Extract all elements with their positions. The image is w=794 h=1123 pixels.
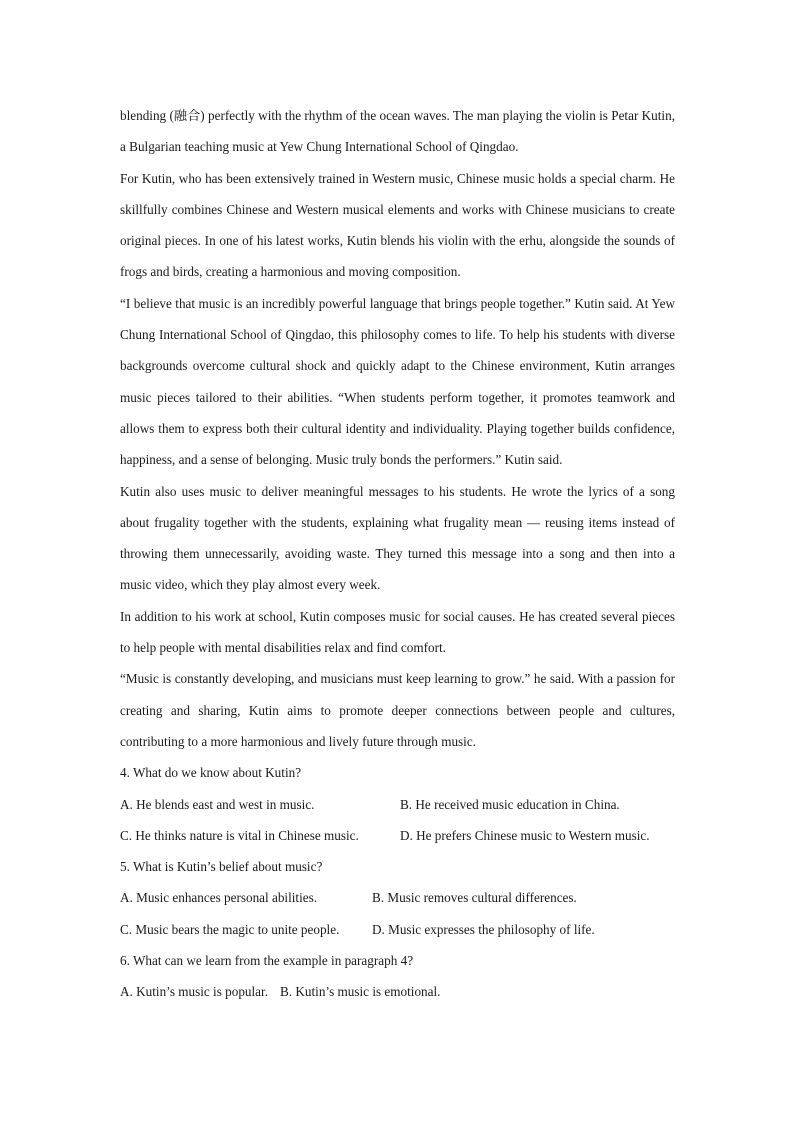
option-a: A. Music enhances personal abilities. [120, 890, 318, 906]
question-stem: 6. What can we learn from the example in paragraph 4? [120, 953, 414, 969]
question-stem: 5. What is Kutin’s belief about music? [120, 859, 323, 875]
option-row [120, 914, 675, 945]
option-a: A. He blends east and west in music. [120, 796, 315, 812]
option-b: B. Music removes cultural differences. [372, 890, 577, 906]
paragraph: “Music is constantly developing, and musicians must keep learning to grow.” he said. With a passion for creating and sharing, Kutin aims to promote deeper connections between people and cultures, contributing to a more harmonious and lively future through music. [120, 671, 675, 749]
option-row [120, 820, 675, 851]
option-b: B. Kutin’s music is emotional. [280, 984, 441, 1000]
option-d: D. Music expresses the philosophy of life. [372, 921, 595, 937]
option-row [120, 789, 675, 820]
paragraph: For Kutin, who has been extensively trained in Western music, Chinese music holds a special charm. He skillfully combines Chinese and Western musical elements and works with Chinese musicians to create original pieces. In one of his latest works, Kutin blends his violin with the erhu, alongside the sounds of frogs and birds, creating a harmonious and moving composition. [120, 170, 675, 280]
option-a: A. Kutin’s music is popular. [120, 984, 268, 1000]
option-row [120, 976, 675, 1007]
paragraph: blending (融合) perfectly with the rhythm of the ocean waves. The man playing the violin is Petar Kutin, a Bulgarian teaching music at Yew Chung International School of Qingdao. [120, 108, 675, 155]
paragraph: “I believe that music is an incredibly powerful language that brings people together.” Kutin said. At Yew Chung International School of Qingdao, this philosophy comes to life. To help his students with diverse backgrounds overcome cultural shock and quickly adapt to the Chinese environment, Kutin arranges music pieces tailored to their abilities. “When students perform together, it promotes teamwork and allows them to express both their cultural identity and individuality. Playing together builds confidence, happiness, and a sense of belonging. Music truly bonds the performers.” Kutin said. [120, 295, 675, 468]
question-6 [120, 945, 675, 1008]
option-c: C. He thinks nature is vital in Chinese music. [120, 827, 359, 843]
option-c: C. Music bears the magic to unite people. [120, 921, 340, 937]
paragraph: In addition to his work at school, Kutin composes music for social causes. He has created several pieces to help people with mental disabilities relax and find comfort. [120, 608, 675, 656]
question-stem: 4. What do we know about Kutin? [120, 765, 302, 781]
document-page [120, 100, 675, 1008]
option-b: B. He received music education in China. [400, 796, 620, 812]
option-d: D. He prefers Chinese music to Western music. [400, 827, 650, 843]
paragraph: Kutin also uses music to deliver meaningful messages to his students. He wrote the lyrics of a song about frugality together with the students, explaining what frugality mean — reusing items instead of throwing them unnecessarily, avoiding waste. They turned this message into a song and then into a music video, which they play almost every week. [120, 483, 675, 593]
question-4 [120, 757, 675, 851]
question-5 [120, 851, 675, 945]
option-row [120, 882, 675, 913]
